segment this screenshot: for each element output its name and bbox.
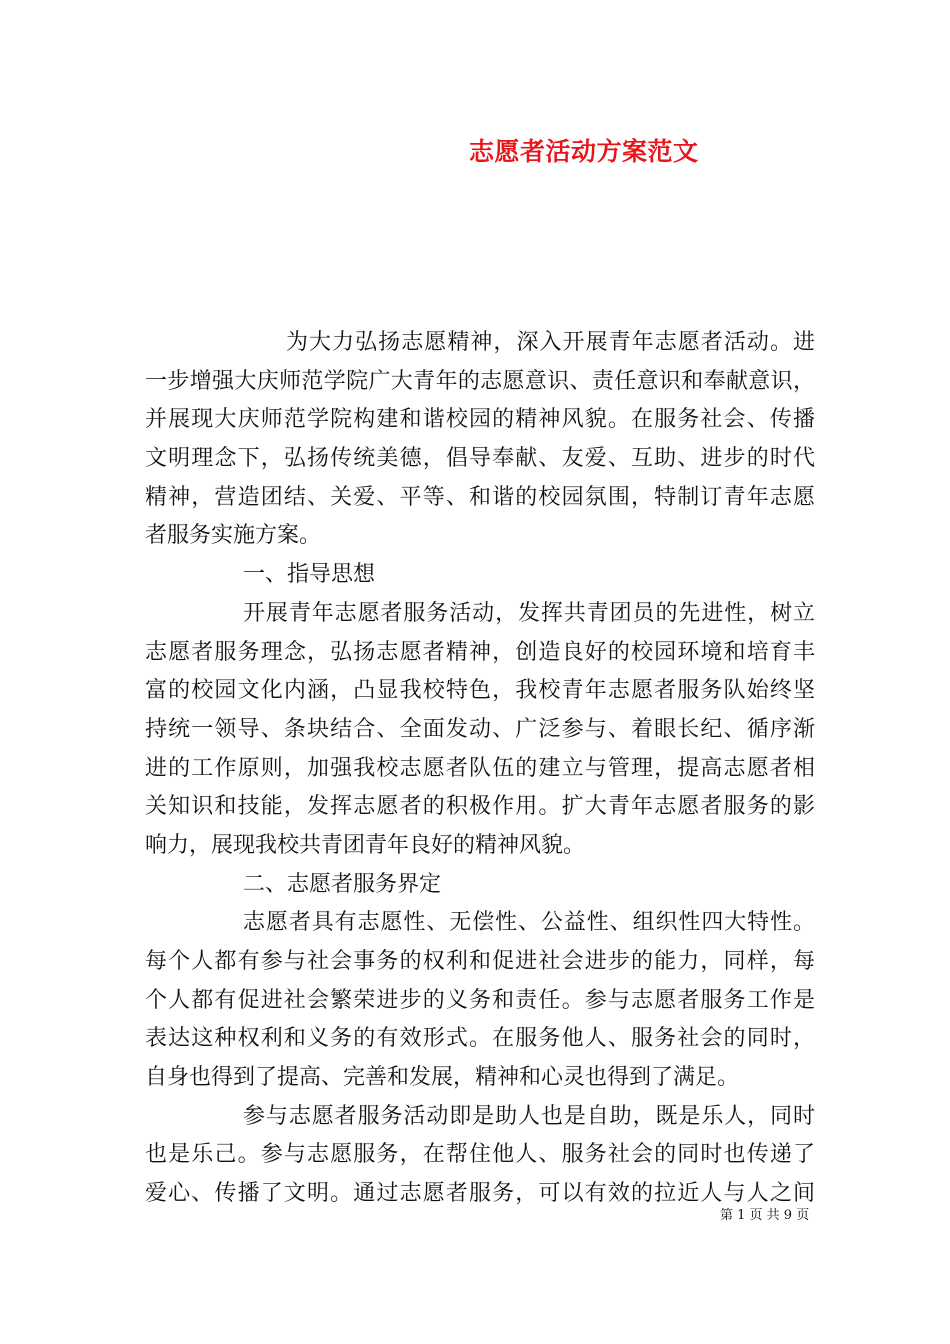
text-line: 参与志愿者服务活动即是助人也是自助，既是乐人，同时	[243, 1103, 815, 1129]
text-line: 响力，展现我校共青团青年良好的精神风貌。	[145, 832, 586, 858]
document-title: 志愿者活动方案范文	[469, 137, 699, 166]
text-line: 者服务实施方案。	[145, 523, 322, 549]
text-line: 关知识和技能，发挥志愿者的积极作用。扩大青年志愿者服务的影	[145, 794, 815, 820]
section-heading: 一、指导思想	[243, 562, 376, 588]
text-line: 富的校园文化内涵，凸显我校特色，我校青年志愿者服务队始终坚	[145, 678, 815, 704]
text-line: 为大力弘扬志愿精神，深入开展青年志愿者活动。进	[286, 330, 815, 355]
text-line: 自身也得到了提高、完善和发展，精神和心灵也得到了满足。	[145, 1065, 740, 1091]
text-line: 爱心、传播了文明。通过志愿者服务，可以有效的拉近人与人之间	[145, 1181, 815, 1207]
text-line: 持统一领导、条块结合、全面发动、广泛参与、着眼长纪、循序渐	[145, 716, 815, 742]
text-line: 一步增强大庆师范学院广大青年的志愿意识、责任意识和奉献意识，	[145, 368, 815, 394]
text-line: 志愿者具有志愿性、无偿性、公益性、组织性四大特性。	[243, 910, 815, 936]
text-line: 也是乐己。参与志愿服务，在帮住他人、服务社会的同时也传递了	[145, 1142, 815, 1168]
document-body	[145, 324, 815, 1214]
text-line: 文明理念下，弘扬传统美德，倡导奉献、友爱、互助、进步的时代	[145, 446, 815, 472]
text-line: 志愿者服务理念，弘扬志愿者精神，创造良好的校园环境和培育丰	[145, 639, 815, 665]
text-line: 并展现大庆师范学院构建和谐校园的精神风貌。在服务社会、传播	[145, 407, 815, 433]
text-line: 表达这种权利和义务的有效形式。在服务他人、服务社会的同时，	[145, 1026, 815, 1052]
section-heading: 二、志愿者服务界定	[243, 871, 442, 897]
text-line: 个人都有促进社会繁荣进步的义务和责任。参与志愿者服务工作是	[145, 987, 815, 1013]
text-line: 进的工作原则，加强我校志愿者队伍的建立与管理，提高志愿者相	[145, 755, 815, 781]
page-footer: 第 1 页 共 9 页	[720, 1208, 810, 1223]
text-line: 每个人都有参与社会事务的权利和促进社会进步的能力，同样，每	[145, 949, 815, 974]
text-line: 开展青年志愿者服务活动，发挥共青团员的先进性，树立	[243, 600, 815, 626]
text-line: 精神，营造团结、关爱、平等、和谐的校园氛围，特制订青年志愿	[145, 484, 815, 510]
